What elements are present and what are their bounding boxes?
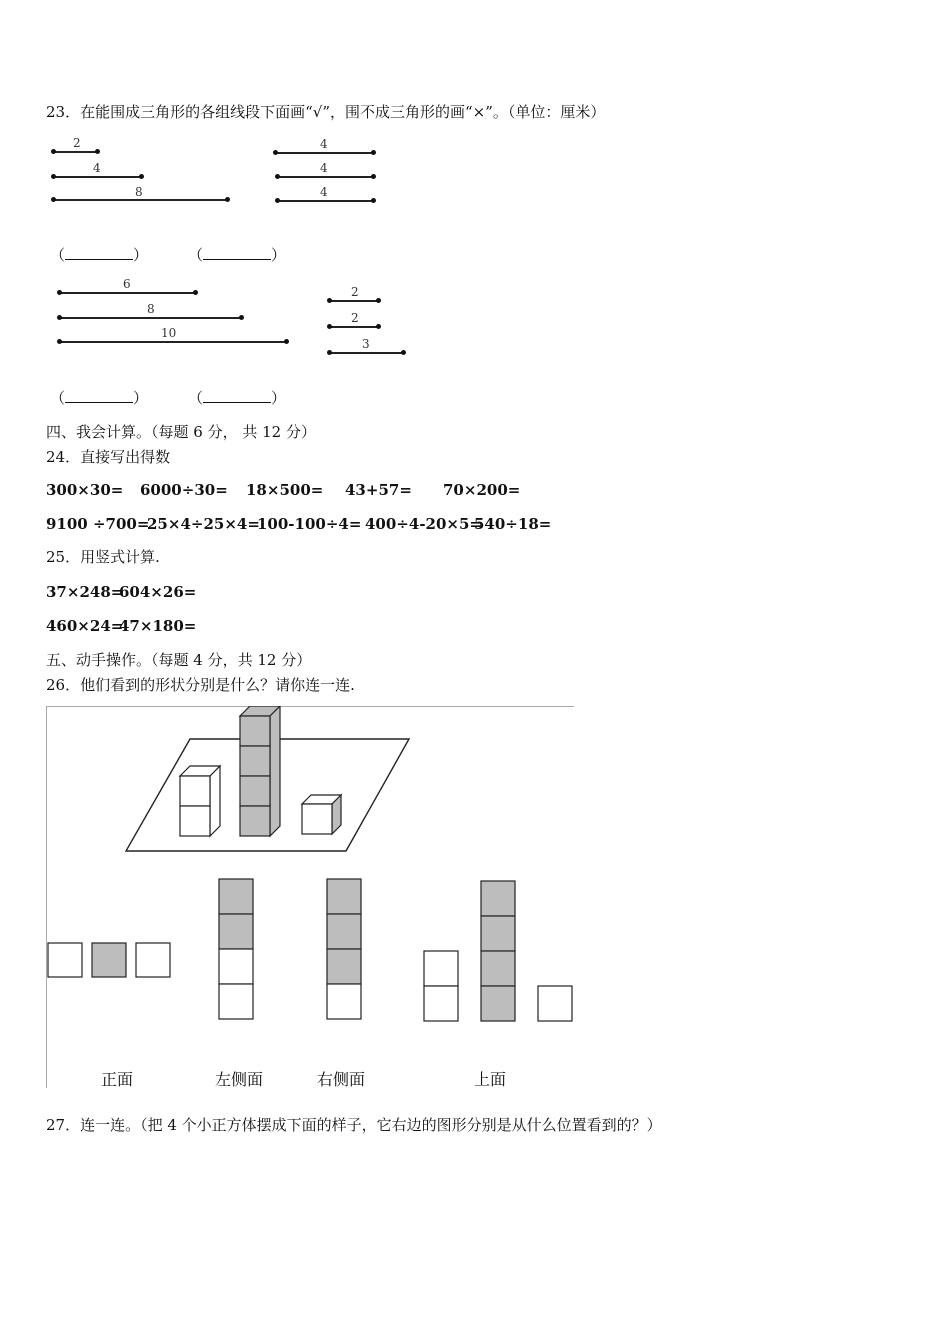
segment-label: 2 — [351, 311, 359, 325]
cube-figure — [46, 706, 574, 1088]
calc-item: 540÷18= — [474, 515, 552, 533]
caption-left-side: 左侧面 — [215, 1070, 264, 1089]
line-segment — [53, 199, 228, 201]
caption-right-side: 右侧面 — [317, 1070, 366, 1089]
caption-front: 正面 — [101, 1070, 134, 1089]
segment-label: 8 — [135, 185, 143, 199]
segment-label: 4 — [320, 161, 328, 175]
calc-item: 400÷4-20×5= — [365, 515, 482, 533]
q23-title: 23．在能围成三角形的各组线段下面画“√”，围不成三角形的画“×”。（单位：厘米） — [46, 103, 606, 121]
section-4-title: 四、我会计算。（每题 6 分， 共 12 分） — [46, 423, 316, 441]
line-segment — [53, 176, 142, 178]
section-5-title: 五、动手操作。（每题 4 分，共 12 分） — [46, 651, 312, 669]
line-segment — [59, 341, 287, 343]
q24-title: 24．直接写出得数 — [46, 448, 171, 466]
caption-top: 上面 — [474, 1070, 507, 1089]
calc-item: 300×30= — [46, 481, 124, 499]
segment-label: 4 — [320, 185, 328, 199]
segment-label: 2 — [73, 136, 81, 150]
calc-item: 43+57= — [345, 481, 412, 499]
calc-item: 70×200= — [443, 481, 521, 499]
answer-blank-3[interactable]: （ ） — [50, 389, 149, 407]
calc-item: 47×180= — [119, 617, 197, 635]
calc-item: 604×26= — [119, 583, 197, 601]
line-segment — [329, 352, 404, 354]
q27-title: 27．连一连。（把 4 个小正方体摆成下面的样子，它右边的图形分别是从什么位置看到的？） — [46, 1116, 662, 1134]
calc-item: 100-100÷4= — [257, 515, 362, 533]
calc-item: 6000÷30= — [140, 481, 228, 499]
answer-blank-2[interactable]: （ ） — [188, 246, 287, 264]
line-segment — [59, 292, 196, 294]
answer-blank-4[interactable]: （ ） — [188, 389, 287, 407]
calc-item: 460×24= — [46, 617, 124, 635]
line-segment — [59, 317, 242, 319]
segment-label: 4 — [93, 161, 101, 175]
q26-title: 26．他们看到的形状分别是什么？请你连一连. — [46, 676, 355, 694]
line-segment — [329, 300, 379, 302]
line-segment — [275, 152, 374, 154]
q25-title: 25．用竖式计算. — [46, 548, 160, 566]
line-segment — [53, 151, 98, 153]
answer-blank-1[interactable]: （ ） — [50, 246, 149, 264]
line-segment — [277, 200, 374, 202]
segment-label: 8 — [147, 302, 155, 316]
calc-item: 9100 ÷700= — [46, 515, 150, 533]
calc-item: 18×500= — [246, 481, 324, 499]
segment-label: 2 — [351, 285, 359, 299]
cube-figure-drawing — [46, 706, 574, 1088]
segment-label: 6 — [123, 277, 131, 291]
segment-label: 10 — [161, 326, 177, 340]
segment-label: 3 — [362, 337, 370, 351]
line-segment — [277, 176, 374, 178]
segment-label: 4 — [320, 137, 328, 151]
calc-item: 37×248= — [46, 583, 124, 601]
calc-item: 25×4÷25×4= — [147, 515, 260, 533]
line-segment — [329, 326, 379, 328]
